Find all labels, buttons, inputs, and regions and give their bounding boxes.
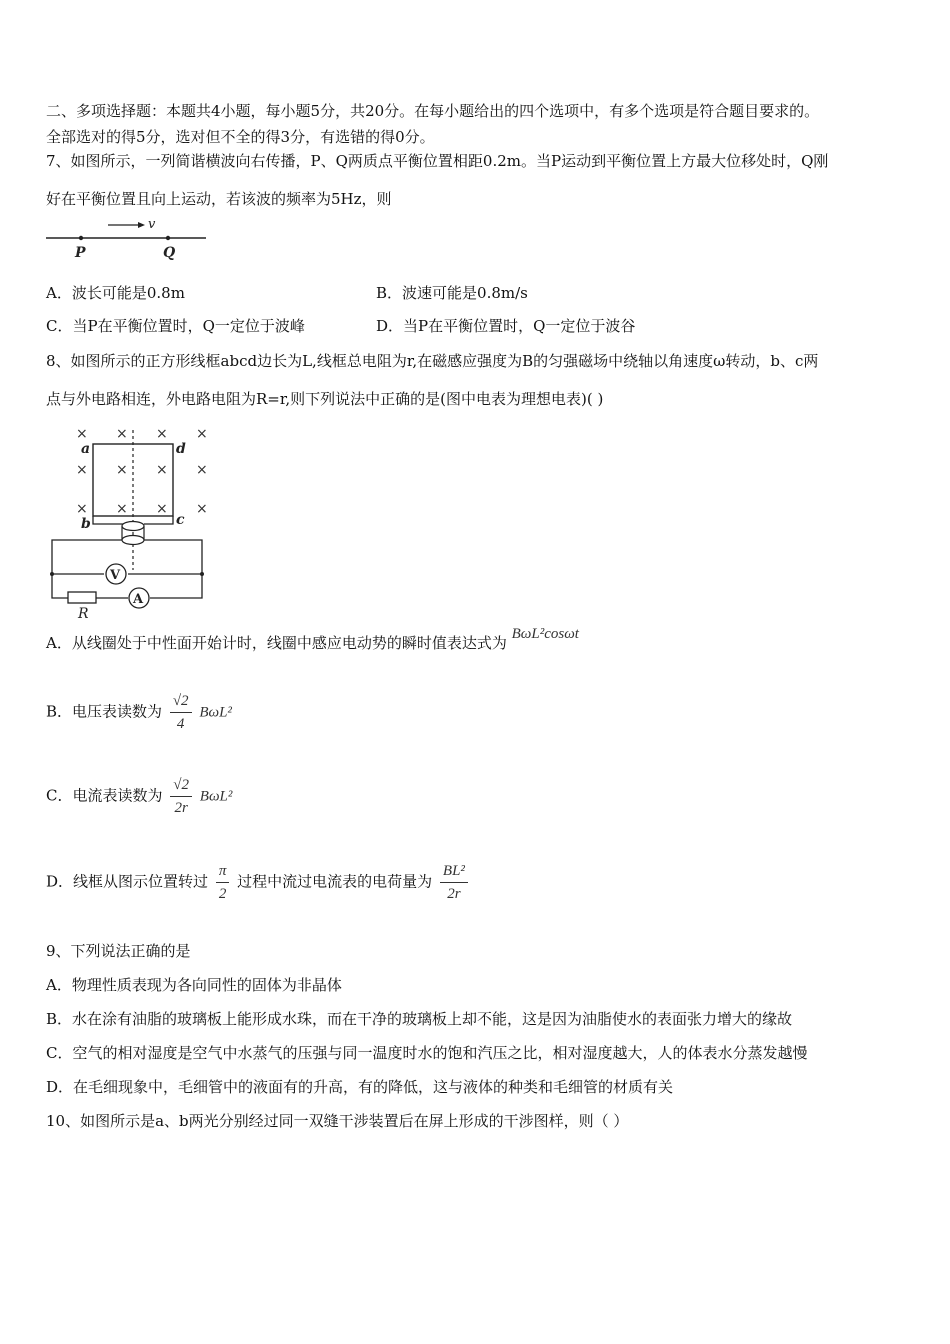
corner-d: d [176,441,186,457]
q8-option-d-text2: 过程中流过电流表的电荷量为 [237,872,433,891]
q8-option-d-angle-num: π [216,860,230,883]
section-title-line1: 二、多项选择题：本题共4小题，每小题5分，共20分。在每小题给出的四个选项中，有多个选项是符合题目要求的。 [46,102,820,120]
q8-option-d-charge-num: BL² [440,860,468,883]
q8-stem-line1: 8、如图所示的正方形线框abcd边长为L,线框总电阻为r,在磁感应强度为B的匀强磁场中绕轴以角速度ω转动，b、c两 [46,352,819,370]
q8-option-b-tail: BωL² [199,704,232,721]
q7-option-b[interactable] [376,282,528,304]
field-cross: × [156,501,168,517]
q9-option-a[interactable]: A．物理性质表现为各向同性的固体为非晶体 [46,976,342,994]
field-cross: × [196,501,208,517]
field-cross: × [116,462,128,478]
q8-option-b-text: B．电压表读数为 [46,702,163,721]
q7-option-a-text: A．波长可能是0.8m [46,284,185,302]
resistor-r [68,592,96,603]
field-cross: × [156,462,168,478]
q8-option-d-angle-den: 2 [218,886,227,902]
q8-option-b-numerator: √2 [170,690,192,713]
corner-c: c [176,512,185,528]
q8-option-c-text: C．电流表读数为 [46,786,163,805]
q9-option-c[interactable]: C．空气的相对湿度是空气中水蒸气的压强与同一温度时水的饱和汽压之比，相对湿度越大，人的体表水分蒸发越慢 [46,1044,808,1062]
q7-point-q [166,236,170,240]
field-cross: × [76,462,88,478]
q7-wave-figure [44,214,214,264]
q7-option-c[interactable] [46,315,305,337]
voltmeter-label: V [110,568,121,583]
q8-stem-line2: 点与外电路相连，外电路电阻为R=r,则下列说法中正确的是(图中电表为理想电表)( ) [46,390,604,408]
q8-option-a[interactable] [46,626,579,655]
q7-point-p [79,236,83,240]
q7-option-d[interactable] [376,315,635,337]
field-cross: × [116,426,128,442]
resistor-label: R [78,606,89,620]
q8-option-b-denominator: 4 [176,716,185,732]
q9-stem: 9、下列说法正确的是 [46,942,191,960]
q7-label-p: P [75,245,86,261]
q8-option-c[interactable] [46,774,232,819]
q8-option-b[interactable] [46,690,232,735]
field-cross: × [156,426,168,442]
q7-arrow-head [138,222,145,228]
field-cross: × [116,501,128,517]
q8-circuit-figure [44,420,219,620]
q8-option-c-numerator: √2 [170,774,192,797]
q8-option-c-tail: BωL² [199,788,233,805]
q8-option-d-text1: D．线框从图示位置转过 [46,872,209,891]
q8-option-a-text: A．从线圈处于中性面开始计时，线圈中感应电动势的瞬时值表达式为 [46,634,507,652]
field-cross: × [76,426,88,442]
ammeter-label: A [133,592,144,607]
corner-b: b [81,516,91,532]
q8-option-c-denominator: 2r [174,800,188,816]
q7-option-d-text: D．当P在平衡位置时，Q一定位于波谷 [376,317,636,335]
q8-option-a-math: BωL²cosωt [511,626,579,642]
section-title-line2: 全部选对的得5分，选对但不全的得3分，有选错的得0分。 [46,128,435,146]
corner-a: a [81,441,91,457]
q7-stem-line2: 好在平衡位置且向上运动，若该波的频率为5Hz，则 [46,190,392,208]
slip-ring-top [122,522,144,531]
field-cross: × [196,462,208,478]
q8-option-d-charge-den: 2r [447,886,461,902]
q7-label-v: v [148,217,156,232]
q9-option-b[interactable]: B．水在涂有油脂的玻璃板上能形成水珠，而在干净的玻璃板上却不能，这是因为油脂使水的表面张力增大的缘故 [46,1010,793,1028]
q7-option-c-text: C．当P在平衡位置时，Q一定位于波峰 [46,317,305,335]
q7-stem-line1: 7、如图所示，一列简谐横波向右传播，P、Q两质点平衡位置相距0.2m。当P运动到平衡位置上方最大位移处时，Q刚 [46,152,829,170]
field-cross: × [76,501,88,517]
q10-stem: 10、如图所示是a、b两光分别经过同一双缝干涉装置后在屏上形成的干涉图样，则（ ） [46,1112,629,1130]
q7-option-a[interactable] [46,282,185,304]
q7-option-b-text: B．波速可能是0.8m/s [376,284,528,302]
q7-label-q: Q [163,245,176,261]
field-cross: × [196,426,208,442]
q8-option-d[interactable] [46,860,471,905]
q9-option-d[interactable]: D．在毛细现象中，毛细管中的液面有的升高，有的降低，这与液体的种类和毛细管的材质有关 [46,1078,674,1096]
slip-ring-bottom [122,536,144,545]
